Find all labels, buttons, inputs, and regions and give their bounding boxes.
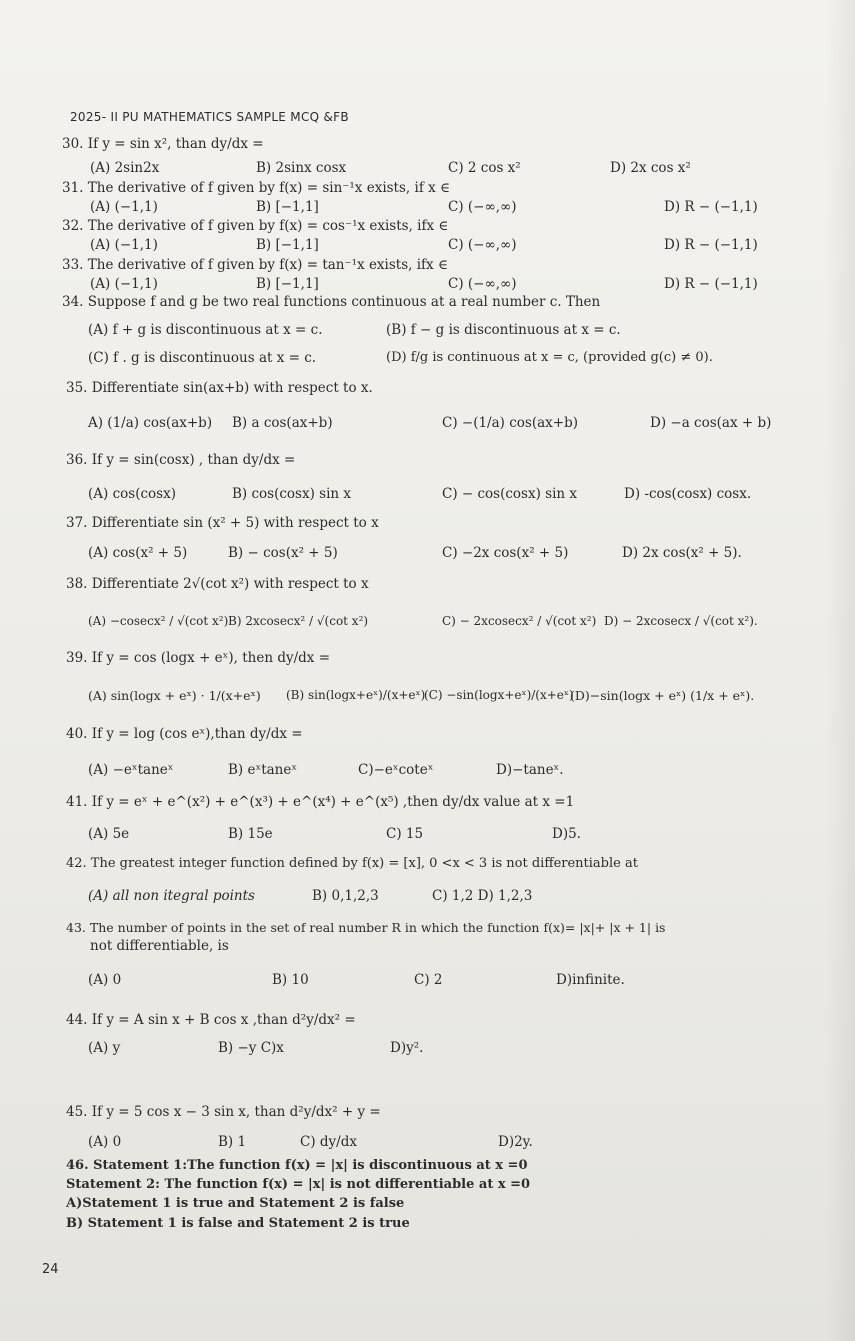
q46-option-a: A)Statement 1 is true and Statement 2 is false — [66, 1196, 405, 1211]
question-35: 35. Differentiate sin(ax+b) with respect to x. — [66, 380, 373, 396]
q31-option-b: B) [−1,1] — [256, 199, 319, 215]
q39-option-d: (D)−sin(logx + eˣ) (1/x + eˣ). — [570, 688, 755, 703]
q42-option-b: B) 0,1,2,3 — [312, 888, 379, 904]
q38-option-b: B) 2xcosecx² / √(cot x²) — [228, 614, 369, 628]
question-39: 39. If y = cos (logx + eˣ), then dy/dx = — [66, 650, 331, 666]
q45-option-c: C) dy/dx — [300, 1134, 357, 1150]
q37-option-c: C) −2x cos(x² + 5) — [442, 545, 569, 561]
q40-option-b: B) eˣtaneˣ — [228, 762, 298, 778]
question-31: 31. The derivative of f given by f(x) = sin⁻¹x exists, if x ∈ — [62, 180, 450, 196]
q33-option-d: D) R − (−1,1) — [664, 276, 758, 292]
q43-option-c: C) 2 — [414, 972, 443, 988]
question-30: 30. If y = sin x², than dy/dx = — [62, 136, 264, 152]
q37-option-a: (A) cos(x² + 5) — [88, 545, 188, 561]
question-41: 41. If y = eˣ + e^(x²) + e^(x³) + e^(x⁴) + e^(x⁵) ,then dy/dx value at x =1 — [66, 794, 575, 810]
q39-option-c: (C) −sin(logx+eˣ)/(x+eˣ) — [424, 688, 574, 702]
q31-option-a: (A) (−1,1) — [90, 199, 158, 215]
page-header: 2025- II PU MATHEMATICS SAMPLE MCQ &FB — [70, 110, 349, 124]
q44-option-b: B) −y C)x — [218, 1040, 284, 1056]
question-37: 37. Differentiate sin (x² + 5) with respect to x — [66, 515, 379, 531]
q38-option-a: (A) −cosecx² / √(cot x²) — [88, 614, 229, 628]
q40-option-d: D)−taneˣ. — [496, 762, 564, 778]
question-36: 36. If y = sin(cosx) , than dy/dx = — [66, 452, 296, 468]
question-42: 42. The greatest integer function defined by f(x) = [x], 0 <x < 3 is not differentiable at — [66, 856, 638, 871]
q32-option-a: (A) (−1,1) — [90, 237, 158, 253]
q41-option-b: B) 15e — [228, 826, 273, 842]
page-edge-shadow — [825, 0, 855, 1341]
q33-option-c: C) (−∞,∞) — [448, 276, 517, 292]
q38-option-c: C) − 2xcosecx² / √(cot x²) — [442, 614, 597, 628]
q41-option-d: D)5. — [552, 826, 581, 842]
q45-option-a: (A) 0 — [88, 1134, 122, 1150]
q43-option-b: B) 10 — [272, 972, 309, 988]
q39-option-a: (A) sin(logx + eˣ) · 1/(x+eˣ) — [88, 688, 261, 703]
question-43: 43. The number of points in the set of real number R in which the function f(x)= |x|+ |x + 1| is — [66, 920, 666, 935]
q42-option-a: (A) all non itegral points — [88, 888, 255, 904]
q32-option-c: C) (−∞,∞) — [448, 237, 517, 253]
question-44: 44. If y = A sin x + B cos x ,than d²y/dx² = — [66, 1012, 356, 1028]
q32-option-d: D) R − (−1,1) — [664, 237, 758, 253]
q43-option-d: D)infinite. — [556, 972, 625, 988]
q41-option-a: (A) 5e — [88, 826, 130, 842]
q34-option-d: (D) f/g is continuous at x = c, (provided g(c) ≠ 0). — [386, 350, 713, 365]
question-45: 45. If y = 5 cos x − 3 sin x, than d²y/dx² + y = — [66, 1104, 381, 1120]
q40-option-c: C)−eˣcoteˣ — [358, 762, 434, 778]
q35-option-b: B) a cos(ax+b) — [232, 415, 333, 431]
q37-option-d: D) 2x cos(x² + 5). — [622, 545, 742, 561]
question-46: 46. Statement 1:The function f(x) = |x| is discontinuous at x =0 — [66, 1158, 528, 1173]
q30-option-b: B) 2sinx cosx — [256, 160, 347, 176]
q38-option-d: D) − 2xcosecx / √(cot x²). — [604, 614, 758, 628]
question-33: 33. The derivative of f given by f(x) = tan⁻¹x exists, ifx ∈ — [62, 257, 448, 273]
q35-option-a: A) (1/a) cos(ax+b) — [88, 415, 213, 431]
q43-option-a: (A) 0 — [88, 972, 122, 988]
q35-option-d: D) −a cos(ax + b) — [650, 415, 772, 431]
question-32: 32. The derivative of f given by f(x) = cos⁻¹x exists, ifx ∈ — [62, 218, 449, 234]
question-38: 38. Differentiate 2√(cot x²) with respect to x — [66, 576, 369, 592]
q35-option-c: C) −(1/a) cos(ax+b) — [442, 415, 578, 431]
q46-option-b: B) Statement 1 is false and Statement 2 is true — [66, 1216, 410, 1231]
question-34: 34. Suppose f and g be two real functions continuous at a real number c. Then — [62, 294, 601, 310]
q44-option-c: D)y². — [390, 1040, 424, 1056]
q36-option-a: (A) cos(cosx) — [88, 486, 176, 502]
question-43-cont: not differentiable, is — [90, 938, 229, 954]
q46-statement-2: Statement 2: The function f(x) = |x| is not differentiable at x =0 — [66, 1177, 531, 1192]
q34-option-a: (A) f + g is discontinuous at x = c. — [88, 322, 323, 338]
q34-option-c: (C) f . g is discontinuous at x = c. — [88, 350, 317, 366]
q32-option-b: B) [−1,1] — [256, 237, 319, 253]
q30-option-c: C) 2 cos x² — [448, 160, 521, 176]
q36-option-c: C) − cos(cosx) sin x — [442, 486, 578, 502]
q34-option-b: (B) f − g is discontinuous at x = c. — [386, 322, 621, 338]
q31-option-d: D) R − (−1,1) — [664, 199, 758, 215]
q36-option-d: D) -cos(cosx) cosx. — [624, 486, 752, 502]
q44-option-a: (A) y — [88, 1040, 121, 1056]
q37-option-b: B) − cos(x² + 5) — [228, 545, 338, 561]
q31-option-c: C) (−∞,∞) — [448, 199, 517, 215]
q30-option-a: (A) 2sin2x — [90, 160, 160, 176]
question-40: 40. If y = log (cos eˣ),than dy/dx = — [66, 726, 303, 742]
q39-option-b: (B) sin(logx+eˣ)/(x+eˣ) — [286, 688, 426, 702]
q36-option-b: B) cos(cosx) sin x — [232, 486, 351, 502]
q41-option-c: C) 15 — [386, 826, 424, 842]
q45-option-d: D)2y. — [498, 1134, 533, 1150]
page-number: 24 — [42, 1262, 59, 1277]
q45-option-b: B) 1 — [218, 1134, 247, 1150]
q33-option-b: B) [−1,1] — [256, 276, 319, 292]
q40-option-a: (A) −eˣtaneˣ — [88, 762, 174, 778]
q42-option-c: C) 1,2 D) 1,2,3 — [432, 888, 533, 904]
q30-option-d: D) 2x cos x² — [610, 160, 691, 176]
q33-option-a: (A) (−1,1) — [90, 276, 158, 292]
